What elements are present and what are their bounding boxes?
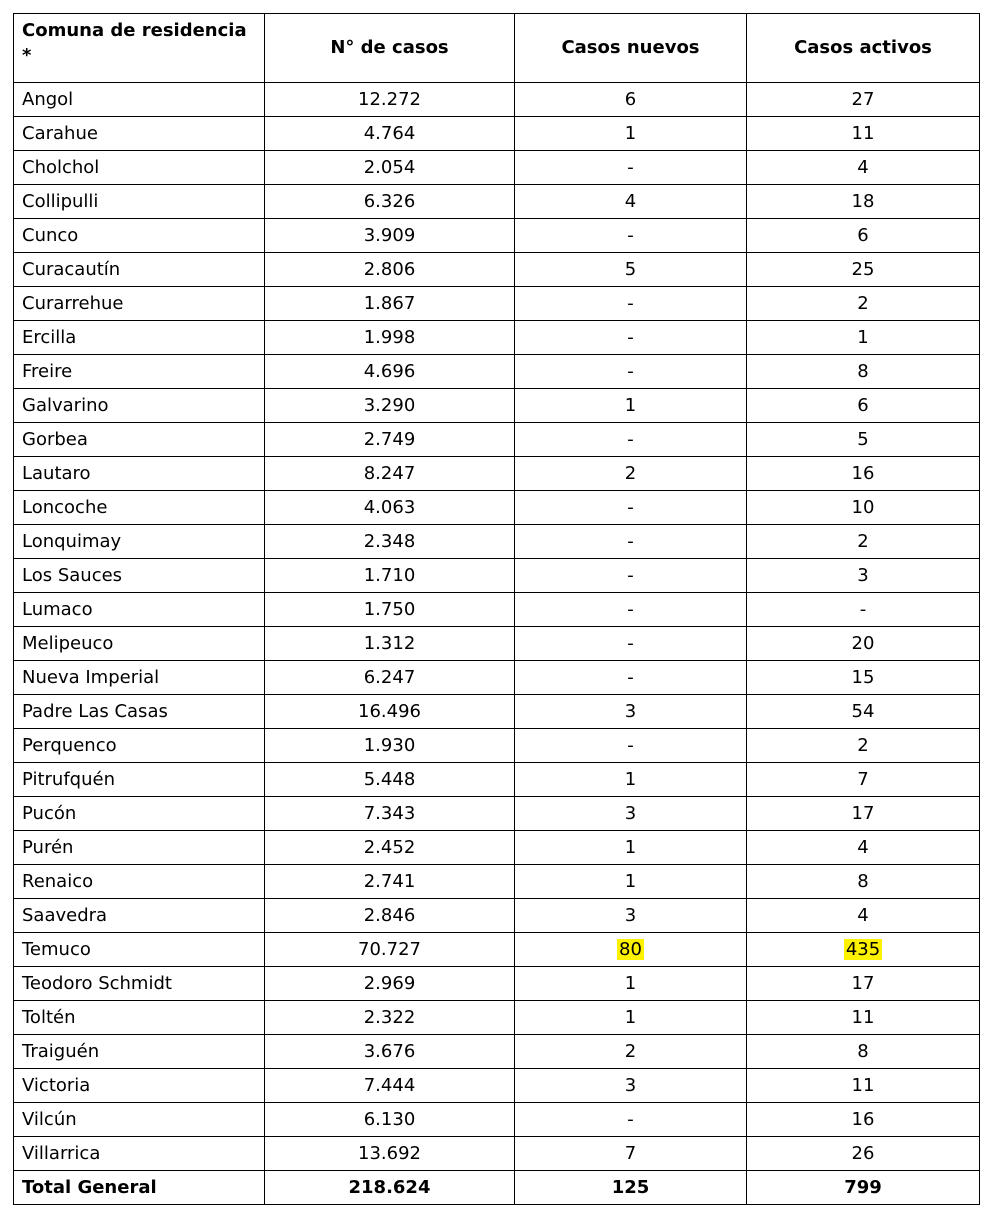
cell-comuna: Nueva Imperial — [14, 661, 265, 695]
cell-casos-activos: 4 — [747, 151, 980, 185]
table-row — [14, 865, 980, 899]
cell-casos-activos: 2 — [747, 729, 980, 763]
table-row — [14, 219, 980, 253]
cell-n-casos: 1.998 — [265, 321, 515, 355]
cell-n-casos: 7.444 — [265, 1069, 515, 1103]
table-container — [13, 13, 980, 1205]
table-row — [14, 763, 980, 797]
cell-casos-activos: 3 — [747, 559, 980, 593]
table-row — [14, 831, 980, 865]
cell-comuna: Padre Las Casas — [14, 695, 265, 729]
cell-casos-activos: 17 — [747, 797, 980, 831]
cell-casos-activos: 26 — [747, 1137, 980, 1171]
cell-casos-activos: 18 — [747, 185, 980, 219]
cell-comuna: Cunco — [14, 219, 265, 253]
cell-comuna: Saavedra — [14, 899, 265, 933]
cell-casos-activos: 6 — [747, 389, 980, 423]
cell-casos-activos: 16 — [747, 1103, 980, 1137]
cell-casos-activos: 1 — [747, 321, 980, 355]
cell-casos-activos: 25 — [747, 253, 980, 287]
header-casos-activos: Casos activos — [747, 14, 980, 83]
table-row — [14, 185, 980, 219]
cell-casos-activos: 8 — [747, 355, 980, 389]
cell-casos-activos: 7 — [747, 763, 980, 797]
cell-casos-nuevos: 1 — [515, 117, 747, 151]
cell-n-casos: 3.676 — [265, 1035, 515, 1069]
table-row — [14, 899, 980, 933]
table-row — [14, 1069, 980, 1103]
cell-casos-nuevos: 7 — [515, 1137, 747, 1171]
cell-casos-activos: 17 — [747, 967, 980, 1001]
cell-n-casos: 2.806 — [265, 253, 515, 287]
header-row — [14, 14, 980, 83]
total-n-casos: 218.624 — [265, 1171, 515, 1205]
table-row — [14, 117, 980, 151]
cell-comuna: Pucón — [14, 797, 265, 831]
cell-n-casos: 3.290 — [265, 389, 515, 423]
cell-casos-nuevos: - — [515, 423, 747, 457]
table-row — [14, 593, 980, 627]
cell-casos-nuevos: - — [515, 355, 747, 389]
cell-comuna: Cholchol — [14, 151, 265, 185]
cell-n-casos: 2.846 — [265, 899, 515, 933]
cell-casos-nuevos: - — [515, 1103, 747, 1137]
cell-comuna: Toltén — [14, 1001, 265, 1035]
cell-casos-activos: 4 — [747, 899, 980, 933]
cell-n-casos: 6.247 — [265, 661, 515, 695]
cell-casos-activos: 5 — [747, 423, 980, 457]
cell-casos-nuevos: 3 — [515, 1069, 747, 1103]
cell-n-casos: 2.452 — [265, 831, 515, 865]
cell-casos-nuevos: 1 — [515, 831, 747, 865]
table-row — [14, 287, 980, 321]
cell-comuna: Temuco — [14, 933, 265, 967]
table-row — [14, 1035, 980, 1069]
cell-casos-activos: 11 — [747, 1069, 980, 1103]
cell-casos-activos: 15 — [747, 661, 980, 695]
cell-casos-nuevos: - — [515, 287, 747, 321]
cell-comuna: Renaico — [14, 865, 265, 899]
cell-n-casos: 2.322 — [265, 1001, 515, 1035]
cell-casos-nuevos: 1 — [515, 763, 747, 797]
highlighted-value: 435 — [845, 938, 881, 960]
table-row — [14, 525, 980, 559]
cell-casos-nuevos: - — [515, 219, 747, 253]
cell-casos-nuevos: - — [515, 525, 747, 559]
cell-casos-activos: 27 — [747, 83, 980, 117]
cell-comuna: Angol — [14, 83, 265, 117]
cell-casos-nuevos: 6 — [515, 83, 747, 117]
cell-casos-activos: 54 — [747, 695, 980, 729]
cell-n-casos: 4.764 — [265, 117, 515, 151]
cases-table — [13, 13, 980, 1205]
cell-comuna: Collipulli — [14, 185, 265, 219]
cell-comuna: Loncoche — [14, 491, 265, 525]
table-row — [14, 1001, 980, 1035]
cell-comuna: Lautaro — [14, 457, 265, 491]
cell-casos-activos: 6 — [747, 219, 980, 253]
cell-casos-activos: 20 — [747, 627, 980, 661]
cell-casos-activos: 2 — [747, 525, 980, 559]
cell-casos-activos: 2 — [747, 287, 980, 321]
cell-n-casos: 1.750 — [265, 593, 515, 627]
cell-casos-nuevos: 1 — [515, 389, 747, 423]
cell-comuna: Melipeuco — [14, 627, 265, 661]
header-comuna: Comuna de residencia * — [14, 14, 265, 83]
table-row — [14, 457, 980, 491]
cell-casos-activos: 4 — [747, 831, 980, 865]
table-row — [14, 661, 980, 695]
table-row — [14, 253, 980, 287]
cell-comuna: Curacautín — [14, 253, 265, 287]
cell-comuna: Perquenco — [14, 729, 265, 763]
cell-n-casos: 6.326 — [265, 185, 515, 219]
header-casos-nuevos: Casos nuevos — [515, 14, 747, 83]
cell-casos-activos: 8 — [747, 865, 980, 899]
cell-comuna: Gorbea — [14, 423, 265, 457]
cell-n-casos: 5.448 — [265, 763, 515, 797]
cell-comuna: Teodoro Schmidt — [14, 967, 265, 1001]
cell-comuna: Pitrufquén — [14, 763, 265, 797]
cell-n-casos: 13.692 — [265, 1137, 515, 1171]
cell-casos-nuevos: 3 — [515, 797, 747, 831]
cell-casos-nuevos: 3 — [515, 695, 747, 729]
cell-n-casos: 1.312 — [265, 627, 515, 661]
cell-casos-nuevos: 2 — [515, 457, 747, 491]
cell-casos-nuevos: 5 — [515, 253, 747, 287]
cell-n-casos: 8.247 — [265, 457, 515, 491]
cell-n-casos: 16.496 — [265, 695, 515, 729]
cell-comuna: Victoria — [14, 1069, 265, 1103]
cell-casos-nuevos: - — [515, 321, 747, 355]
total-label: Total General — [14, 1171, 265, 1205]
cell-casos-activos: 11 — [747, 117, 980, 151]
cell-casos-nuevos: - — [515, 491, 747, 525]
cell-n-casos: 7.343 — [265, 797, 515, 831]
cell-casos-nuevos: - — [515, 151, 747, 185]
table-row — [14, 151, 980, 185]
cell-comuna: Traiguén — [14, 1035, 265, 1069]
cell-n-casos: 1.867 — [265, 287, 515, 321]
total-row — [14, 1171, 980, 1205]
table-row — [14, 1137, 980, 1171]
cell-casos-nuevos: - — [515, 593, 747, 627]
cell-casos-nuevos: 1 — [515, 1001, 747, 1035]
cell-casos-activos: - — [747, 593, 980, 627]
highlighted-value: 80 — [619, 938, 642, 960]
cell-casos-activos: 8 — [747, 1035, 980, 1069]
cell-n-casos: 12.272 — [265, 83, 515, 117]
table-row — [14, 729, 980, 763]
cell-comuna: Curarrehue — [14, 287, 265, 321]
cell-casos-nuevos: 1 — [515, 967, 747, 1001]
cell-n-casos: 2.741 — [265, 865, 515, 899]
table-body — [14, 83, 980, 1171]
cell-casos-nuevos: 2 — [515, 1035, 747, 1069]
table-row — [14, 797, 980, 831]
table-row — [14, 83, 980, 117]
cell-comuna: Purén — [14, 831, 265, 865]
table-row — [14, 1103, 980, 1137]
cell-comuna: Carahue — [14, 117, 265, 151]
cell-casos-nuevos: 1 — [515, 865, 747, 899]
cell-n-casos: 3.909 — [265, 219, 515, 253]
table-row — [14, 967, 980, 1001]
cell-comuna: Lonquimay — [14, 525, 265, 559]
table-row — [14, 627, 980, 661]
cell-casos-nuevos: - — [515, 729, 747, 763]
cell-n-casos: 2.348 — [265, 525, 515, 559]
cell-casos-nuevos: - — [515, 661, 747, 695]
table-row — [14, 321, 980, 355]
cell-comuna: Ercilla — [14, 321, 265, 355]
cell-n-casos: 4.696 — [265, 355, 515, 389]
cell-comuna: Vilcún — [14, 1103, 265, 1137]
cell-casos-nuevos: - — [515, 627, 747, 661]
table-row — [14, 695, 980, 729]
cell-n-casos: 70.727 — [265, 933, 515, 967]
cell-casos-nuevos: - — [515, 559, 747, 593]
cell-n-casos: 2.969 — [265, 967, 515, 1001]
cell-n-casos: 6.130 — [265, 1103, 515, 1137]
cell-comuna: Galvarino — [14, 389, 265, 423]
cell-casos-activos: 11 — [747, 1001, 980, 1035]
cell-casos-nuevos — [515, 933, 747, 967]
cell-comuna: Los Sauces — [14, 559, 265, 593]
cell-comuna: Lumaco — [14, 593, 265, 627]
cell-n-casos: 2.054 — [265, 151, 515, 185]
table-row — [14, 491, 980, 525]
cell-n-casos: 1.710 — [265, 559, 515, 593]
cell-comuna: Villarrica — [14, 1137, 265, 1171]
table-row — [14, 423, 980, 457]
cell-casos-activos — [747, 933, 980, 967]
cell-n-casos: 2.749 — [265, 423, 515, 457]
total-casos-nuevos: 125 — [515, 1171, 747, 1205]
table-row — [14, 389, 980, 423]
total-casos-activos: 799 — [747, 1171, 980, 1205]
cell-casos-activos: 10 — [747, 491, 980, 525]
cell-n-casos: 1.930 — [265, 729, 515, 763]
table-row — [14, 933, 980, 967]
cell-casos-activos: 16 — [747, 457, 980, 491]
table-row — [14, 355, 980, 389]
cell-casos-nuevos: 4 — [515, 185, 747, 219]
cell-casos-nuevos: 3 — [515, 899, 747, 933]
cell-n-casos: 4.063 — [265, 491, 515, 525]
cell-comuna: Freire — [14, 355, 265, 389]
header-n-casos: N° de casos — [265, 14, 515, 83]
table-row — [14, 559, 980, 593]
